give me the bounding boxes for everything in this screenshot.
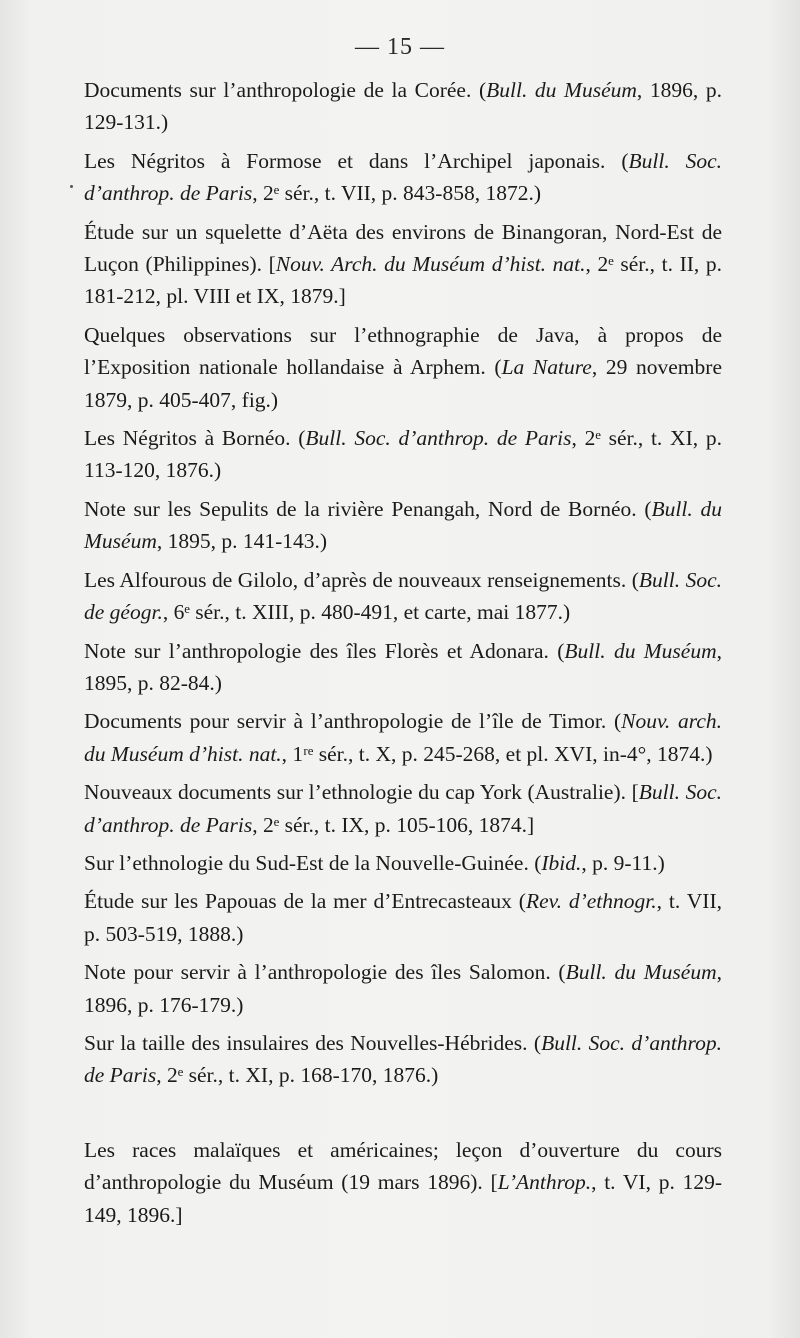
citation-source: L’Anthrop. (497, 1170, 592, 1195)
page-number: — 15 — (355, 34, 445, 60)
bibliography-entry: Sur l’ethnologie du Sud-Est de la Nouvelle-Guinée. (Ibid., p. 9-11.) (84, 850, 665, 875)
bibliography-entry: Nouveaux documents sur l’ethnologie du cap York (Australie). [Bull. Soc. d’anthrop. de Paris, 2ᵉ sér., t. IX, p. 105-106, 1874.] (84, 780, 722, 837)
citation-source: Bull. du Muséum (565, 960, 717, 985)
citation-source: Bull. Soc. d’anthrop. de Paris (84, 1030, 722, 1088)
citation-source: Bull. Soc. d’anthrop. de Paris (84, 148, 722, 206)
citation-source: La Nature (501, 355, 592, 380)
citation-source: Bull. Soc. de géogr. (84, 567, 723, 625)
bibliography-entry: Les races malaïques et américaines; leçon d’ouverture du cours d’anthropologie du Muséum (19 mars 1896). [L’Anthrop., t. VI, p. 129-149, 1896.] (84, 1137, 722, 1227)
bibliography-entry: Étude sur un squelette d’Aëta des environs de Binangoran, Nord-Est de Luçon (Philippines). [Nouv. Arch. du Muséum d’hist. nat., 2ᵉ sér., t. II, p. 181-212, pl. VIII et IX, 1879.] (84, 219, 723, 309)
bibliography-entry: Les Négritos à Bornéo. (Bull. Soc. d’anthrop. de Paris, 2ᵉ sér., t. XI, p. 113-120, 1876.) (84, 426, 722, 483)
bibliography-entry: Les Négritos à Formose et dans l’Archipel japonais. (Bull. Soc. d’anthrop. de Paris, 2ᵉ sér., t. VII, p. 843-858, 1872.) (84, 148, 722, 206)
bibliography-entry: Les Alfourous de Gilolo, d’après de nouveaux renseignements. (Bull. Soc. de géogr., 6ᵉ sér., t. XIII, p. 480-491, et carte, mai 1877.) (84, 567, 723, 625)
bibliography-entry: Sur la taille des insulaires des Nouvelles-Hébrides. (Bull. Soc. d’anthrop. de Paris, 2ᵉ sér., t. XI, p. 168-170, 1876.) (84, 1030, 722, 1088)
citation-source: Rev. d’ethnogr. (525, 889, 657, 914)
citation-source: Bull. du Muséum (564, 638, 717, 663)
ink-speck (70, 185, 73, 188)
bibliography-entry: Note pour servir à l’anthropologie des îles Salomon. (Bull. du Muséum, 1896, p. 176-179.) (84, 960, 722, 1017)
citation-source: Nouv. arch. du Muséum d’hist. nat. (84, 709, 723, 766)
citation-source: Ibid. (541, 850, 582, 875)
citation-source: Bull. du Muséum (486, 78, 637, 102)
bibliography-entry: Documents pour servir à l’anthropologie de l’île de Timor. (Nouv. arch. du Muséum d’hist. nat., 1ʳᵉ sér., t. X, p. 245-268, et pl. XVI, in-4°, 1874.) (84, 709, 723, 766)
bibliography-entry: Note sur l’anthropologie des îles Florès et Adonara. (Bull. du Muséum, 1895, p. 82-84.) (84, 638, 722, 695)
citation-source: Nouv. Arch. du Muséum d’hist. nat. (275, 252, 586, 277)
citation-source: Bull. du Muséum (84, 496, 722, 554)
bibliography-list (84, 74, 722, 1237)
bibliography-entry: Quelques observations sur l’ethnographie de Java, à propos de l’Exposition nationale hollandaise à Arphem. (La Nature, 29 novembre 1879, p. 405-407, fig.) (84, 322, 722, 412)
citation-source: Bull. Soc. d’anthrop. de Paris (84, 780, 722, 837)
bibliography-entry: Étude sur les Papouas de la mer d’Entrecasteaux (Rev. d’ethnogr., t. VII, p. 503-519, 1888.) (84, 889, 722, 946)
citation-source: Bull. Soc. d’anthrop. de Paris (305, 426, 572, 451)
bibliography-entry: Documents sur l’anthropologie de la Corée. (Bull. du Muséum, 1896, p. 129-131.) (84, 78, 722, 135)
bibliography-entry: Note sur les Sepulits de la rivière Penangah, Nord de Bornéo. (Bull. du Muséum, 1895, p. 141-143.) (84, 496, 722, 554)
